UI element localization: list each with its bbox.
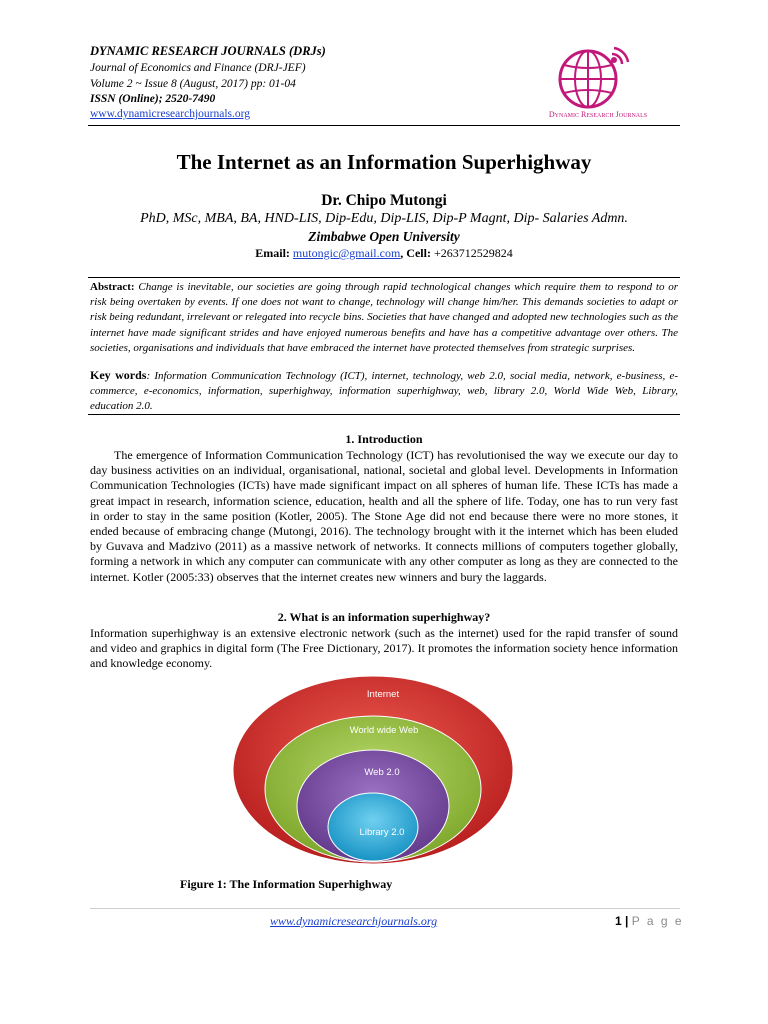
keywords-label: Key words — [90, 368, 147, 382]
abstract-paragraph — [90, 280, 678, 356]
abstract-text: Change is inevitable, our societies are going through rapid technological changes which require them to respond to or risk being overtaken by events. If one does not want to change, technology will change him/her. This demands societies to adapt or risk being redundant, irrelevant or relegated into recycle bins. Societies that have changed and adopted new technologies such as the internet have made significant strides and have enjoyed numerous benefits and have has a competitive advantage over others. The societies, organisations and individuals that have embraced the internet have protected themselves from strategic surprises. — [90, 281, 679, 354]
layer-library2-label: Library 2.0 — [359, 827, 405, 838]
email-label: Email: — [255, 246, 290, 260]
logo-text: Dynamic Research Journals — [548, 110, 648, 119]
section-1-heading: 1. Introduction — [345, 432, 423, 446]
figure-caption: Figure 1: The Information Superhighway — [180, 877, 393, 891]
author-name: Dr. Chipo Mutongi — [321, 192, 447, 209]
journal-issn: ISSN (Online); 2520-7490 — [90, 93, 216, 105]
layer-www-label: World wide Web — [349, 725, 419, 736]
journal-name: DYNAMIC RESEARCH JOURNALS (DRJs) — [90, 44, 326, 58]
section-1-text: The emergence of Information Communication Technology (ICT) has revolutionised the way we execute our day to day business activities on an individual, organisational, national, societal and global level. Developments in Information Communication Technologies (ICTs) have made significant impact on all spheres of human life. These ICTs has made a great impact in research, information science, education, health and all the sphere of life. Today, one has to run very fast in order to stay in the same position (Kotler, 2005). The Stone Age did not end because there were no more stones, it ended because of embracing change (Mutongi, 2016). The technology brought with it the internet which has been eluded by Guvava and Madzivo (2011) as a massive network of networks. It connects millions of computers together globally, forming a network in which any computer can communicate with any other computer as long as they are connected to the internet. Kotler (2005:33) observes that the internet creates new winners and bury the laggards. — [90, 448, 678, 584]
journal-logo — [528, 44, 668, 124]
journal-subtitle: Journal of Economics and Finance (DRJ-JEF) — [90, 62, 306, 74]
journal-volume: Volume 2 ~ Issue 8 (August, 2017) pp: 01-04 — [90, 78, 296, 90]
footer-rule — [90, 908, 680, 909]
superhighway-figure — [228, 672, 528, 864]
layer-internet-label: Internet — [366, 689, 400, 700]
page-number — [615, 914, 684, 928]
abstract-label: Abstract: — [90, 281, 135, 293]
author-contact: Email: mutongic@gmail.com, Cell: +263712529824 — [255, 246, 513, 260]
abstract-bottom-rule — [88, 414, 680, 415]
cell-label: Cell: — [406, 246, 431, 260]
layer-web2-label: Web 2.0 — [364, 767, 400, 778]
footer-website-link[interactable]: www.dynamicresearchjournals.org — [270, 914, 438, 928]
author-qualifications: PhD, MSc, MBA, BA, HND-LIS, Dip-Edu, Dip-LIS, Dip-P Magnt, Dip- Salaries Admn. — [140, 211, 628, 226]
page-word: P a g e — [631, 914, 684, 928]
keywords-text: : Information Communication Technology (ICT), internet, technology, web 2.0, social media, network, e-business, e-commerce, e-economics, information, superhighway, information superhighway, web, library 2.0, World Wide Web, Library, education 2.0. — [90, 370, 678, 413]
section-2-heading: 2. What is an information superhighway? — [277, 610, 491, 624]
cell-number: +263712529824 — [433, 246, 513, 260]
section-2-text: Information superhighway is an extensive electronic network (such as the internet) used for the rapid transfer of sound and video and graphics in digital form (The Free Dictionary, 2017). It promotes the information society hence information and knowledge economy. — [90, 626, 678, 671]
page-separator: | — [625, 914, 629, 928]
abstract-top-rule — [88, 277, 680, 278]
paper-title: The Internet as an Information Superhighway — [176, 150, 592, 174]
keywords-paragraph — [90, 368, 678, 415]
page-number-value: 1 — [615, 914, 622, 928]
email-link[interactable]: mutongic@gmail.com — [292, 246, 401, 260]
header-rule — [88, 125, 680, 126]
header-website-link[interactable]: www.dynamicresearchjournals.org — [90, 108, 250, 120]
author-affiliation: Zimbabwe Open University — [308, 229, 460, 244]
